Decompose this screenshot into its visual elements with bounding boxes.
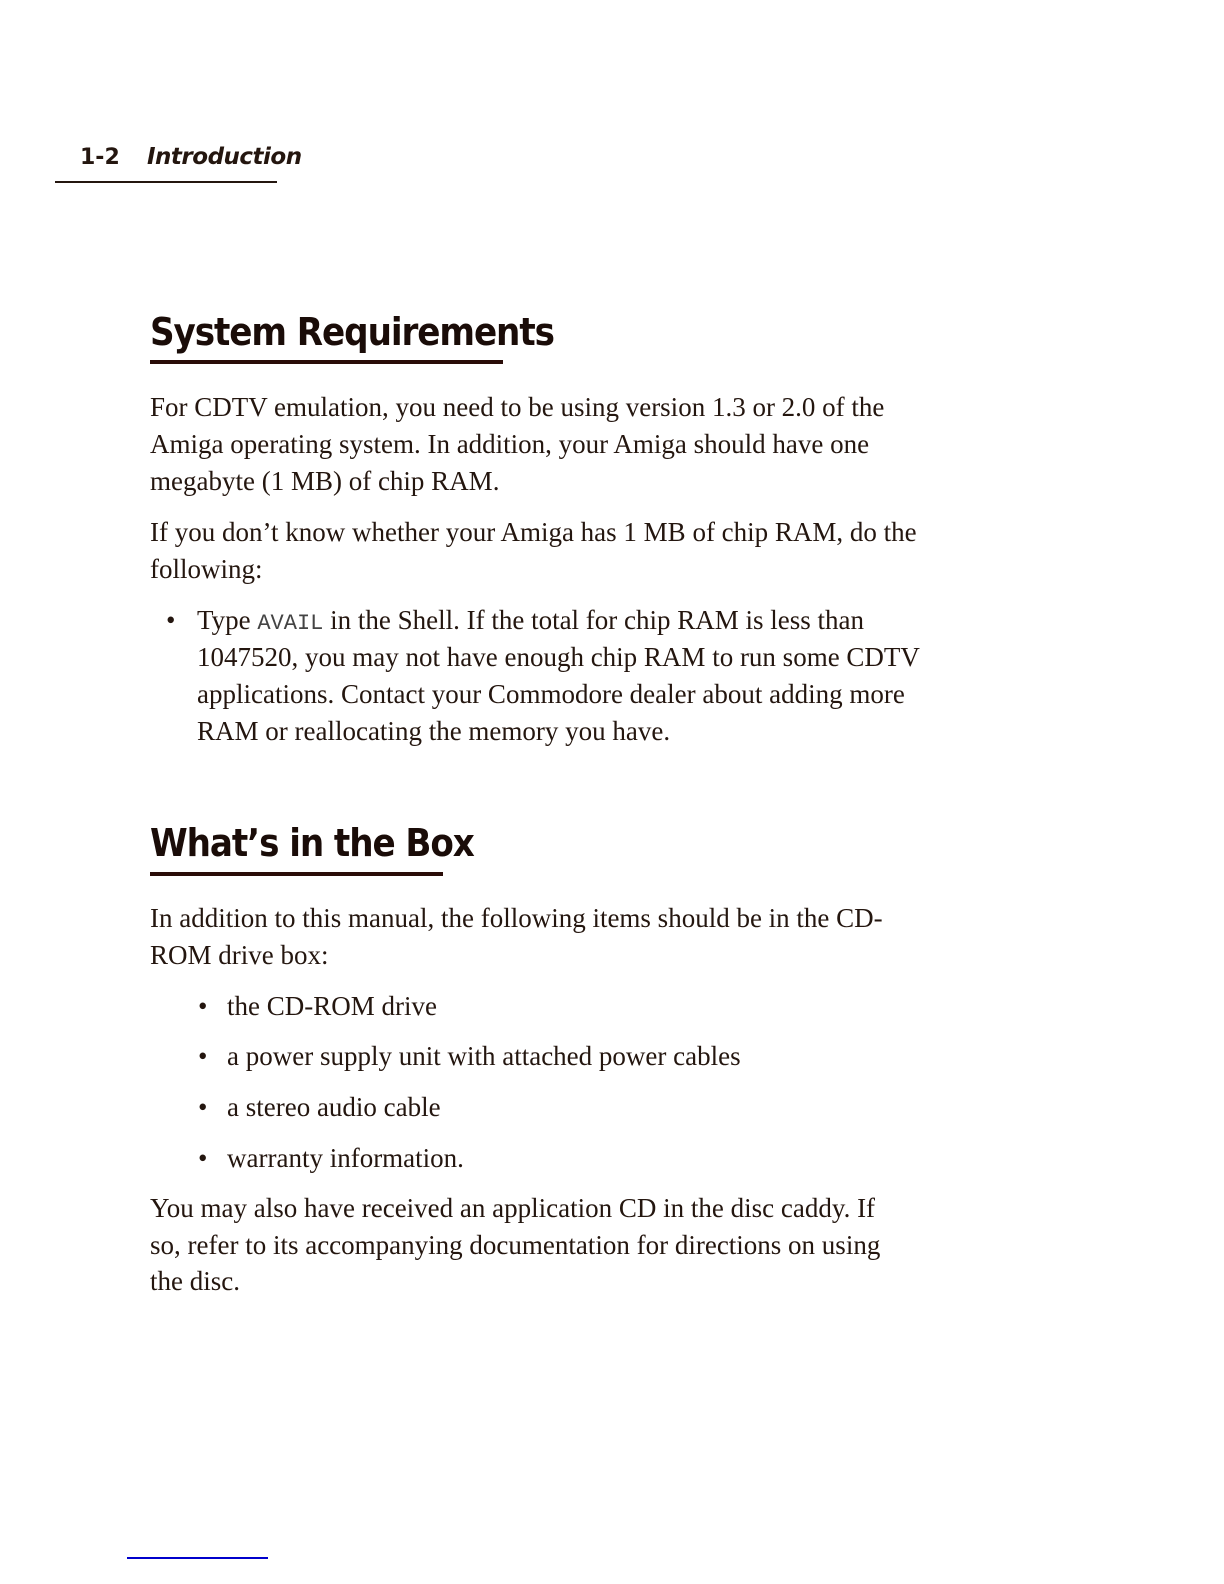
- bullet-icon: •: [198, 1092, 208, 1122]
- bullet-line: 1047520, you may not have enough chip RAM to run some CDTV: [197, 642, 920, 672]
- list-item: the CD-ROM drive: [227, 991, 437, 1021]
- bullet-prefix: Type: [197, 605, 258, 635]
- bullet-icon: •: [166, 605, 176, 635]
- paragraph-line: the disc.: [150, 1266, 240, 1296]
- list-item: a stereo audio cable: [227, 1092, 441, 1122]
- bullet-text: in the Shell. If the total for chip RAM is less than: [323, 605, 865, 635]
- header-rule: [55, 181, 277, 183]
- paragraph-line: In addition to this manual, the following items should be in the CD-: [150, 903, 883, 933]
- bullet-icon: •: [198, 991, 208, 1021]
- bullet-line: applications. Contact your Commodore dealer about adding more: [197, 679, 905, 709]
- bullet-icon: •: [198, 1041, 208, 1071]
- heading-rule: [150, 360, 503, 364]
- list-item: a power supply unit with attached power cables: [227, 1041, 741, 1071]
- paragraph-line: megabyte (1 MB) of chip RAM.: [150, 466, 500, 496]
- bullet-line: [197, 602, 864, 642]
- section-heading-system-requirements: System Requirements: [150, 310, 554, 354]
- bullet-line: RAM or reallocating the memory you have.: [197, 716, 671, 746]
- paragraph-line: You may also have received an application CD in the disc caddy. If: [150, 1193, 876, 1223]
- paragraph-line: Amiga operating system. In addition, your Amiga should have one: [150, 429, 870, 459]
- section-heading-whats-in-the-box: What’s in the Box: [150, 821, 474, 865]
- paragraph-line: ROM drive box:: [150, 940, 329, 970]
- command-avail: AVAIL: [257, 611, 324, 636]
- paragraph-line: If you don’t know whether your Amiga has 1 MB of chip RAM, do the: [150, 517, 917, 547]
- bullet-icon: •: [198, 1143, 208, 1173]
- paragraph-line: For CDTV emulation, you need to be using version 1.3 or 2.0 of the: [150, 392, 885, 422]
- list-item: warranty information.: [227, 1143, 464, 1173]
- chapter-title: Introduction: [147, 144, 302, 170]
- footer-rule: [127, 1557, 268, 1559]
- page-number: 1-2: [80, 145, 120, 170]
- heading-rule: [150, 872, 443, 876]
- paragraph-line: following:: [150, 554, 263, 584]
- paragraph-line: so, refer to its accompanying documentation for directions on using: [150, 1230, 881, 1260]
